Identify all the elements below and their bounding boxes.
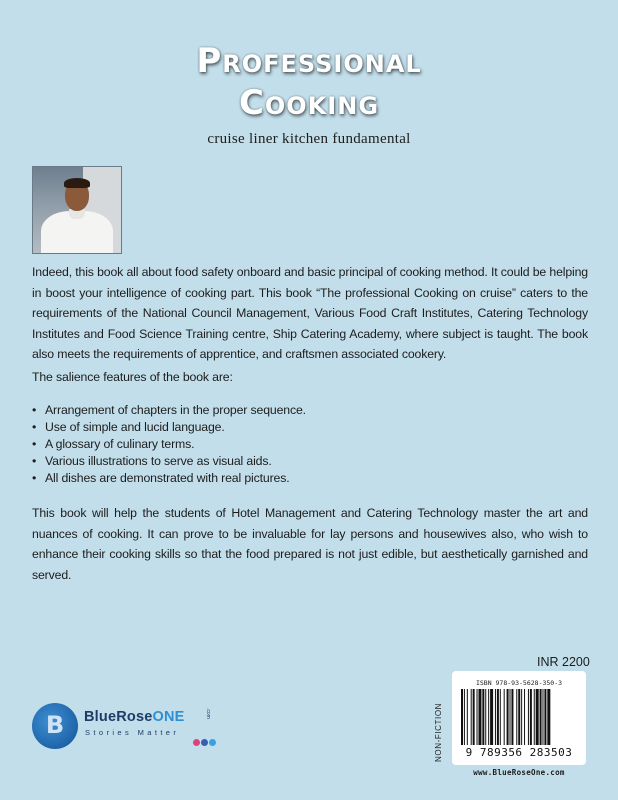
publisher-name-part1: BlueRose [84, 709, 153, 725]
barcode-bar [467, 689, 468, 745]
isbn-text: ISBN 978-93-5628-350-3 [475, 679, 563, 687]
barcode-bar [507, 689, 509, 745]
barcode [452, 671, 586, 765]
barcode-bar [461, 689, 463, 745]
barcode-bar [542, 689, 543, 745]
barcode-bar [524, 689, 525, 745]
barcode-bar [482, 689, 484, 745]
intro-paragraph: Indeed, this book all about food safety onboard and basic principal of cooking method. It could be helping in boost your intelligence of cooking part. This book “The professional Cooking on cruise” caters to the requirements of the National Council Management, Various Food Craft Institutes, Catering Technology Institutes and Food Science Training centre, Ship Catering Academy, where subject is taught. The book also meets the requirements of apprentice, and craftsmen associated cookery. [32, 265, 588, 361]
facebook-icon [201, 739, 208, 746]
barcode-bar [534, 689, 535, 745]
title-line-2: Cooking [238, 83, 380, 123]
barcode-bar [536, 689, 539, 745]
closing-paragraph: This book will help the students of Hotel Management and Catering Technology master the art and nuances of cooking. It can prove to be invaluable for lay persons and housewives also, who wish to enhance their cooking skills so that the food prepared is not just edible, but aesthetically garnished and served. [32, 506, 588, 582]
feature-item: • Arrangement of chapters in the proper sequence. [32, 402, 306, 419]
barcode-bar [518, 689, 520, 745]
publisher-tagline: Stories Matter [85, 728, 180, 737]
publisher-name [84, 709, 185, 725]
publisher-website: www.BlueRoseOne.com [473, 768, 565, 777]
barcode-bar [540, 689, 542, 745]
publisher-logo-icon [32, 703, 78, 749]
barcode-bar [471, 689, 472, 745]
logo-letter: B [45, 711, 65, 739]
title-line-1: Professional [196, 41, 422, 81]
barcode-bar [504, 689, 505, 745]
barcode-bar [473, 689, 475, 745]
feature-item: • A glossary of culinary terms. [32, 436, 306, 453]
publisher-domain: .com [205, 708, 211, 719]
features-intro: The salience features of the book are: [32, 370, 233, 384]
barcode-bar [530, 689, 532, 745]
barcode-bar [528, 689, 529, 745]
barcode-bar [500, 689, 501, 745]
barcode-bar [488, 689, 489, 745]
barcode-bars [461, 689, 577, 745]
barcode-digits: 9 789356 283503 [465, 746, 573, 759]
barcode-bar [477, 689, 478, 745]
barcode-bar [490, 689, 493, 745]
barcode-bar [485, 689, 486, 745]
barcode-bar [511, 689, 513, 745]
feature-item: • Use of simple and lucid language. [32, 419, 306, 436]
publisher-name-part2: ONE [152, 709, 185, 725]
social-icons [193, 739, 216, 747]
category-text: NON-FICTION [434, 702, 443, 762]
instagram-icon [193, 739, 200, 746]
barcode-bar [516, 689, 517, 745]
barcode-bar [521, 689, 522, 745]
barcode-bar [464, 689, 465, 745]
feature-item: • Various illustrations to serve as visual aids. [32, 453, 306, 470]
cover-title [0, 40, 618, 124]
barcode-bar [547, 689, 550, 745]
feature-item: • All dishes are demonstrated with real pictures. [32, 470, 306, 487]
price-label: INR 2200 [537, 655, 590, 669]
feature-list [32, 402, 306, 487]
barcode-bar [478, 689, 481, 745]
twitter-icon [209, 739, 216, 746]
barcode-bar [497, 689, 499, 745]
author-photo [32, 166, 122, 254]
cover-subtitle: cruise liner kitchen fundamental [207, 131, 411, 147]
barcode-bar [510, 689, 511, 745]
barcode-bar [495, 689, 496, 745]
barcode-bar [544, 689, 546, 745]
